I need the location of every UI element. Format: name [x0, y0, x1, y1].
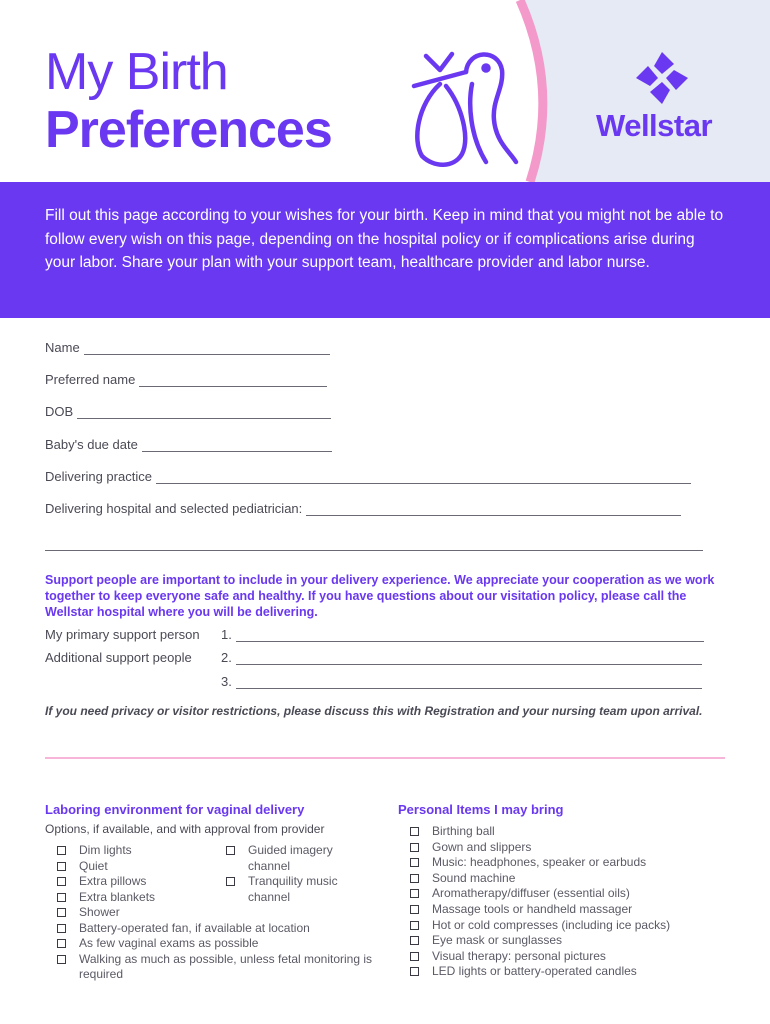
preferred-name-input-line[interactable]: [139, 375, 327, 387]
checkbox[interactable]: [57, 955, 66, 964]
personal-heading: Personal Items I may bring: [398, 802, 564, 817]
dob-input-line[interactable]: [77, 407, 331, 419]
checkbox[interactable]: [410, 827, 419, 836]
checkbox[interactable]: [57, 877, 66, 886]
hospital-label: Delivering hospital and selected pediatrician:: [45, 501, 303, 516]
support-2-input-line[interactable]: [236, 653, 702, 665]
additional-support-label: Additional support people: [45, 650, 192, 665]
due-date-input-line[interactable]: [142, 440, 332, 452]
list-item[interactable]: Eye mask or sunglasses: [408, 933, 738, 949]
laboring-heading: Laboring environment for vaginal delivery: [45, 802, 305, 817]
support-1-input-line[interactable]: [236, 630, 704, 642]
support-note: Support people are important to include in your delivery experience. We appreciate your cooperation as we work together to keep everyone safe and healthy. If you have questions about our visitation policy, please call the Wellstar hospital where you will be delivering.: [45, 573, 715, 619]
list-item[interactable]: As few vaginal exams as possible: [55, 936, 375, 952]
list-item[interactable]: Gown and slippers: [408, 840, 738, 856]
laboring-full-list: [55, 905, 375, 983]
list-item[interactable]: Shower: [55, 905, 375, 921]
laboring-left-list: [55, 843, 225, 905]
personal-items-list: [408, 824, 738, 980]
preferred-name-label: Preferred name: [45, 372, 136, 387]
checkbox[interactable]: [57, 893, 66, 902]
checkbox[interactable]: [410, 843, 419, 852]
list-item[interactable]: Tranquility music channel: [224, 874, 349, 905]
header: [0, 0, 770, 182]
checkbox[interactable]: [410, 874, 419, 883]
practice-label: Delivering practice: [45, 469, 152, 484]
section-divider: [45, 757, 725, 759]
list-item[interactable]: Walking as much as possible, unless fetal monitoring is required: [55, 952, 375, 983]
list-item[interactable]: Birthing ball: [408, 824, 738, 840]
checkbox[interactable]: [410, 967, 419, 976]
intro-band: [0, 182, 770, 318]
list-item[interactable]: Extra blankets: [55, 890, 225, 906]
privacy-note: If you need privacy or visitor restrictions, please discuss this with Registration and your nursing team upon arrival.: [45, 704, 703, 718]
support-row-1: [221, 627, 704, 642]
checkbox[interactable]: [410, 921, 419, 930]
checkbox[interactable]: [226, 877, 235, 886]
wellstar-logo-text: Wellstar: [596, 108, 713, 143]
name-label: Name: [45, 340, 80, 355]
support-number-2: 2.: [221, 650, 232, 665]
page-title-line2: Preferences: [45, 101, 332, 159]
support-3-input-line[interactable]: [236, 677, 702, 689]
list-item[interactable]: Quiet: [55, 859, 225, 875]
support-row-3: [221, 674, 702, 689]
due-date-field: [45, 437, 332, 452]
laboring-right-list: [224, 843, 349, 905]
hospital-input-line[interactable]: [306, 504, 681, 516]
list-item[interactable]: LED lights or battery-operated candles: [408, 964, 738, 980]
checkbox[interactable]: [410, 905, 419, 914]
page-title-line1: My Birth: [45, 43, 228, 101]
practice-input-line[interactable]: [156, 472, 691, 484]
support-row-2: [221, 650, 702, 665]
checkbox[interactable]: [57, 862, 66, 871]
due-date-label: Baby's due date: [45, 437, 138, 452]
list-item[interactable]: Hot or cold compresses (including ice packs): [408, 918, 738, 934]
dob-label: DOB: [45, 404, 74, 419]
list-item[interactable]: Guided imagery channel: [224, 843, 349, 874]
intro-text: Fill out this page according to your wishes for your birth. Keep in mind that you might not be able to follow every wish on this page, depending on the hospital policy or if complications arise during your labor. Share your plan with your support team, healthcare provider and labor nurse.: [45, 207, 724, 271]
name-input-line[interactable]: [84, 343, 330, 355]
primary-support-label: My primary support person: [45, 627, 200, 642]
support-number-3: 3.: [221, 674, 232, 689]
checkbox[interactable]: [226, 846, 235, 855]
hospital-extra-field: [45, 536, 703, 551]
list-item[interactable]: Battery-operated fan, if available at location: [55, 921, 375, 937]
name-field: [45, 340, 330, 355]
list-item[interactable]: Massage tools or handheld massager: [408, 902, 738, 918]
support-number-1: 1.: [221, 627, 232, 642]
checkbox[interactable]: [410, 889, 419, 898]
hospital-extra-input-line[interactable]: [45, 539, 703, 551]
list-item[interactable]: Music: headphones, speaker or earbuds: [408, 855, 738, 871]
checkbox[interactable]: [410, 858, 419, 867]
list-item[interactable]: Visual therapy: personal pictures: [408, 949, 738, 965]
wellstar-logo-icon: [634, 50, 690, 106]
checkbox[interactable]: [410, 952, 419, 961]
checkbox[interactable]: [57, 924, 66, 933]
checkbox[interactable]: [57, 939, 66, 948]
checkbox[interactable]: [57, 908, 66, 917]
hospital-field: [45, 501, 681, 516]
list-item[interactable]: Extra pillows: [55, 874, 225, 890]
laboring-subheading: Options, if available, and with approval from provider: [45, 822, 325, 836]
stork-icon: [406, 44, 526, 172]
checkbox[interactable]: [57, 846, 66, 855]
preferred-name-field: [45, 372, 327, 387]
dob-field: [45, 404, 331, 419]
checkbox[interactable]: [410, 936, 419, 945]
practice-field: [45, 469, 691, 484]
list-item[interactable]: Aromatherapy/diffuser (essential oils): [408, 886, 738, 902]
list-item[interactable]: Dim lights: [55, 843, 225, 859]
list-item[interactable]: Sound machine: [408, 871, 738, 887]
